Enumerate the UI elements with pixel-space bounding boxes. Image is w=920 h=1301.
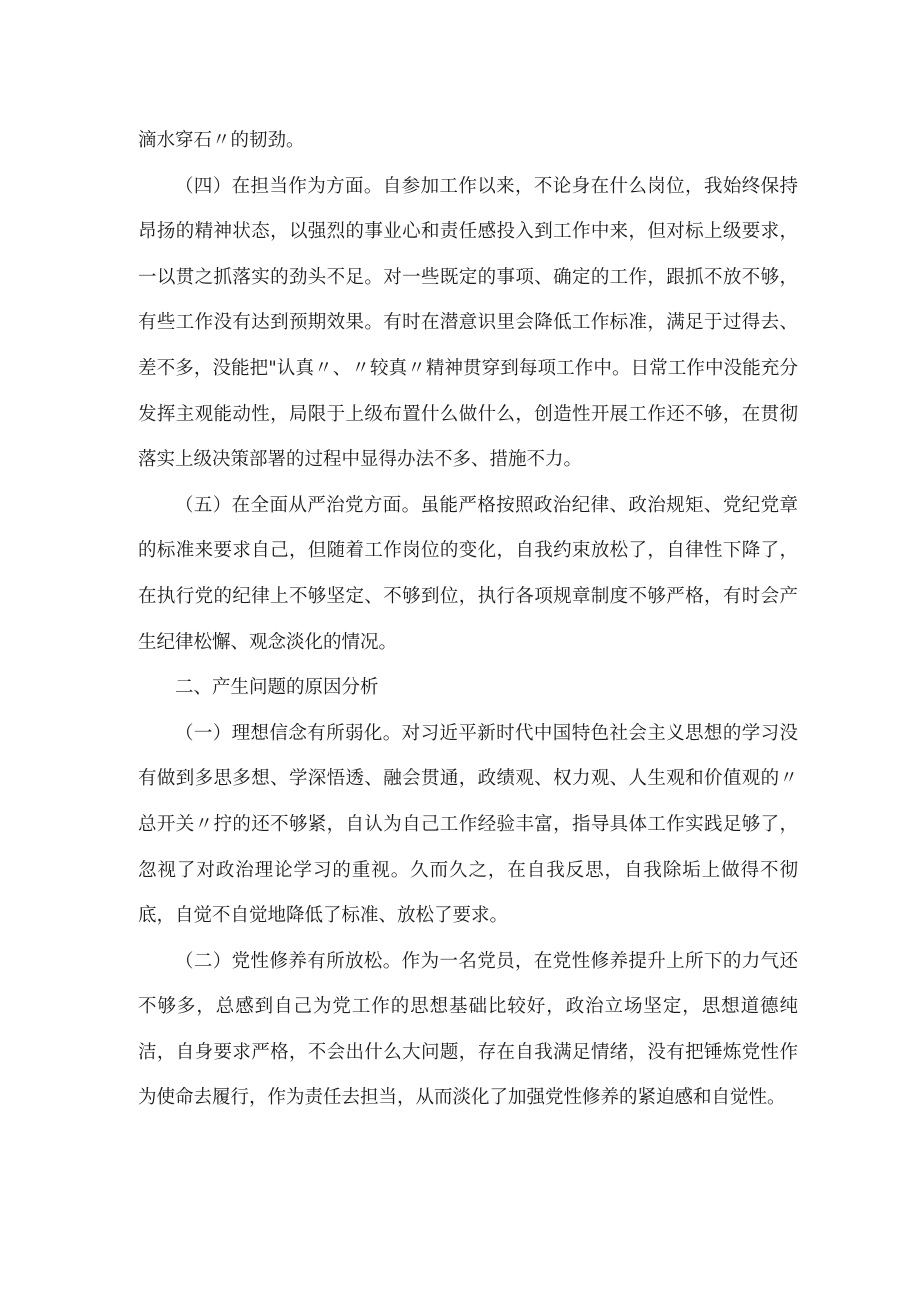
document-body [138, 118, 798, 1121]
paragraph-cause-2: （二）党性修养有所放松。作为一名党员，在党性修养提升上所下的力气还不够多，总感到自己为党工作的思想基础比较好，政治立场坚定，思想道德纯洁，自身要求严格，不会出什么大问题，存在自我满足情绪，没有把锤炼党性作为使命去履行，作为责任去担当，从而淡化了加强党性修养的紧迫感和自觉性。 [138, 950, 798, 1109]
paragraph-section-5: （五）在全面从严治党方面。虽能严格按照政治纪律、政治规矩、党纪党章的标准来要求自己，但随着工作岗位的变化，自我约束放松了，自律性下降了，在执行党的纪律上不够坚定、不够到位，执行各项规章制度不够严格，有时会产生纪律松懈、观念淡化的情况。 [138, 494, 798, 653]
paragraph-continuation: 滴水穿石〃的韧劲。 [138, 130, 305, 151]
paragraph-section-4: （四）在担当作为方面。自参加工作以来，不论身在什么岗位，我始终保持昂扬的精神状态，以强烈的事业心和责任感投入到工作中来，但对标上级要求，一以贯之抓落实的劲头不足。对一些既定的事项、确定的工作，跟抓不放不够，有些工作没有达到预期效果。有时在潜意识里会降低工作标准，满足于过得去、差不多，没能把"认真〃、〃较真〃精神贯穿到每项工作中。日常工作中没能充分发挥主观能动性，局限于上级布置什么做什么，创造性开展工作还不够，在贯彻落实上级决策部署的过程中显得办法不多、措施不力。 [138, 175, 798, 471]
paragraph-cause-1: （一）理想信念有所弱化。对习近平新时代中国特色社会主义思想的学习没有做到多思多想、学深悟透、融会贯通，政绩观、权力观、人生观和价值观的〃总开关〃拧的还不够紧，自认为自己工作经验丰富，指导具体工作实践足够了，忽视了对政治理论学习的重视。久而久之，在自我反思，自我除垢上做得不彻底，自觉不自觉地降低了标准、放松了要求。 [138, 722, 798, 927]
section-heading-cause-analysis: 二、产生问题的原因分析 [175, 677, 379, 699]
